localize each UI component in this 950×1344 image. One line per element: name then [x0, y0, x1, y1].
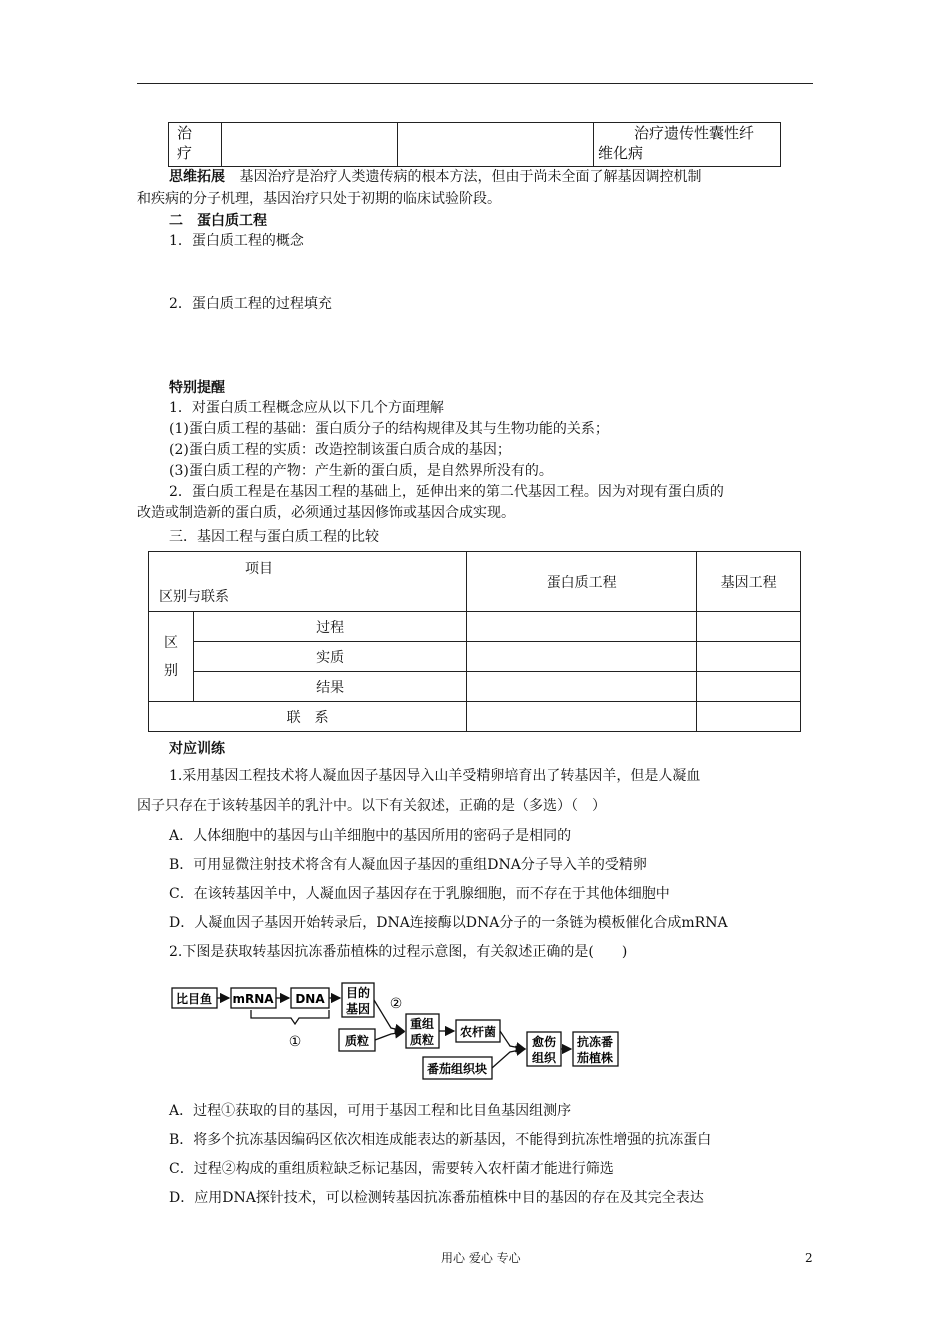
cell-result-protein [467, 672, 697, 702]
diagram-recomb-l1: 重组 [409, 1017, 435, 1031]
cell-result-gene [697, 672, 801, 702]
q2-option-c: C．过程②构成的重组质粒缺乏标记基因，需要转入农杆菌才能进行筛选 [169, 1161, 614, 1177]
q2-line1: 2.下图是获取转基因抗冻番茄植株的过程示意图，有关叙述正确的是( ) [169, 944, 628, 960]
page-number: 2 [805, 1251, 813, 1265]
q1-option-d: D．人凝血因子基因开始转录后，DNA连接酶以DNA分子的一条链为模板催化合成mRNA [169, 915, 728, 931]
top-table-cell-4 [594, 123, 781, 167]
row-link: 联 系 [149, 702, 467, 732]
top-table-col1: 治疗 [177, 124, 193, 162]
diagram-step2: ② [389, 996, 403, 1012]
cell-process-gene [697, 612, 801, 642]
top-table-col4-line2: 维化病 [598, 144, 644, 162]
diagram-recomb-l2: 质粒 [409, 1033, 435, 1047]
header-rule [137, 83, 813, 84]
top-table-cell-3 [398, 123, 594, 167]
diagram-step1: ① [288, 1034, 302, 1050]
diff-cell [149, 612, 194, 702]
comparison-table [148, 551, 801, 732]
q1-option-c: C．在该转基因羊中，人凝血因子基因存在于乳腺细胞，而不存在于其他体细胞中 [169, 886, 670, 902]
arrow-agro-callus [500, 1031, 525, 1049]
arrow-tissue-callus [492, 1049, 525, 1068]
cell-link-protein [467, 702, 697, 732]
section2-heading: 二 蛋白质工程 [169, 213, 267, 229]
reminder-line2: (1)蛋白质工程的基础：蛋白质分子的结构规律及其与生物功能的关系； [169, 421, 609, 437]
diagram-plant-l1: 抗冻番 [576, 1035, 614, 1049]
q1-line2: 因子只存在于该转基因羊的乳汁中。以下有关叙述，正确的是（多选）（ ） [137, 798, 606, 814]
diagram-target-l1: 目的 [345, 986, 371, 1000]
cell-process-protein [467, 612, 697, 642]
diagram-target-l2: 基因 [345, 1002, 371, 1016]
q2-option-d: D．应用DNA探针技术，可以检测转基因抗冻番茄植株中目的基因的存在及其完全表达 [169, 1190, 704, 1206]
diagram-tissue: 番茄组织块 [426, 1062, 488, 1076]
extension-line1 [169, 167, 701, 187]
cell-link-gene [697, 702, 801, 732]
top-table [168, 122, 781, 167]
diagram-agro: 农杆菌 [459, 1025, 497, 1039]
section2-item1: 1．蛋白质工程的概念 [169, 233, 304, 249]
diagram-dna: DNA [295, 992, 325, 1006]
header-item: 项目 [245, 561, 273, 577]
row-result: 结果 [194, 672, 467, 702]
q1-option-b: B．可用显微注射技术将含有人凝血因子基因的重组DNA分子导入羊的受精卵 [169, 857, 647, 873]
q1-line1: 1.采用基因工程技术将人凝血因子基因导入山羊受精卵培育出了转基因羊，但是人凝血 [169, 768, 701, 784]
extension-label: 思维拓展 [169, 169, 225, 185]
q2-option-b: B．将多个抗冻基因编码区依次相连成能表达的新基因，不能得到抗冻性增强的抗冻蛋白 [169, 1132, 712, 1148]
row-essence: 实质 [194, 642, 467, 672]
diff-char1: 区 [164, 634, 178, 651]
diagram-fish: 比目鱼 [175, 992, 213, 1006]
top-table-col4-line1: 治疗遗传性囊性纤 [634, 124, 755, 142]
cell-essence-gene [697, 642, 801, 672]
top-table-cell-1 [169, 123, 222, 167]
reminder-line4: (3)蛋白质工程的产物：产生新的蛋白质，是自然界所没有的。 [169, 463, 553, 479]
practice-heading: 对应训练 [169, 741, 225, 757]
q1-option-a: A．人体细胞中的基因与山羊细胞中的基因所用的密码子是相同的 [169, 828, 572, 844]
reminder-heading: 特别提醒 [169, 380, 225, 396]
header-corner-cell [149, 552, 467, 612]
process-diagram [165, 972, 625, 1088]
footer-center: 用心 爱心 专心 [441, 1251, 521, 1265]
top-table-cell-2 [222, 123, 398, 167]
diff-char2: 别 [164, 662, 178, 679]
reminder-line3: (2)蛋白质工程的实质：改造控制该蛋白质合成的基因； [169, 442, 511, 458]
diagram-plant-l2: 茄植株 [576, 1051, 614, 1065]
section2-item2: 2．蛋白质工程的过程填充 [169, 296, 332, 312]
reminder-line6: 改造或制造新的蛋白质，必须通过基因修饰或基因合成实现。 [137, 505, 515, 521]
reminder-line5: 2．蛋白质工程是在基因工程的基础上，延伸出来的第二代基因工程。因为对现有蛋白质的 [169, 484, 724, 500]
header-gene: 基因工程 [697, 552, 801, 612]
q2-option-a: A．过程①获取的目的基因，可用于基因工程和比目鱼基因组测序 [169, 1103, 572, 1119]
extension-line2: 和疾病的分子机理，基因治疗只处于初期的临床试验阶段。 [137, 191, 501, 207]
brace-step1 [251, 1010, 329, 1024]
row-process: 过程 [194, 612, 467, 642]
diagram-mrna: mRNA [232, 992, 274, 1006]
arrow-plasmid-recomb [375, 1032, 404, 1040]
header-protein: 蛋白质工程 [467, 552, 697, 612]
diagram-callus-l2: 组织 [531, 1051, 557, 1065]
extension-text1: 基因治疗是治疗人类遗传病的根本方法，但由于尚未全面了解基因调控机制 [239, 169, 702, 185]
diagram-plasmid: 质粒 [344, 1034, 370, 1048]
reminder-line1: 1．对蛋白质工程概念应从以下几个方面理解 [169, 400, 444, 416]
cell-essence-protein [467, 642, 697, 672]
section3-heading: 三．基因工程与蛋白质工程的比较 [169, 529, 379, 545]
header-diff: 区别与联系 [159, 589, 229, 605]
diagram-callus-l1: 愈伤 [531, 1035, 557, 1049]
